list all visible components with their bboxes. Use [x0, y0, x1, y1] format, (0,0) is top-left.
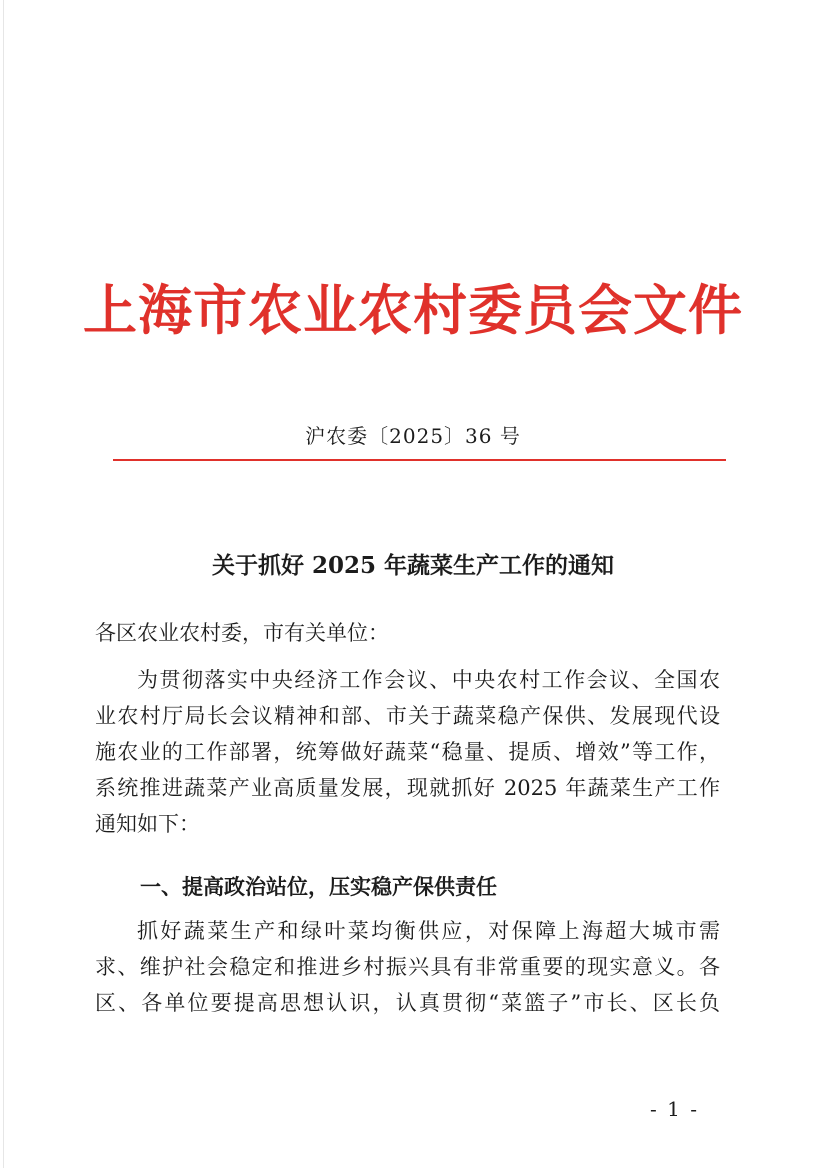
text-line: 业农村厅局长会议精神和部、市关于蔬菜稳产保供、发展现代设 — [95, 704, 720, 728]
page-number: - 1 - — [650, 1097, 699, 1121]
text-line: 求、维护社会稳定和推进乡村振兴具有非常重要的现实意义。各 — [95, 955, 720, 979]
paragraph-intro — [95, 662, 720, 842]
text-line: 区、各单位要提高思想认识，认真贯彻“菜篮子”市长、区长负 — [95, 991, 720, 1015]
salutation: 各区农业农村委，市有关单位： — [95, 621, 389, 645]
text-line: 系统推进蔬菜产业高质量发展，现就抓好 2025 年蔬菜生产工作 — [95, 776, 720, 800]
red-divider-line — [113, 459, 726, 461]
text-line: 为贯彻落实中央经济工作会议、中央农村工作会议、全国农 — [137, 668, 720, 692]
document-masthead: 上海市农业农村委员会文件 — [83, 279, 743, 342]
text-line: 抓好蔬菜生产和绿叶菜均衡供应，对保障上海超大城市需 — [137, 919, 720, 943]
section-heading-1: 一、提高政治站位，压实稳产保供责任 — [140, 875, 497, 899]
text-line: 通知如下： — [95, 812, 200, 836]
text-line: 施农业的工作部署，统筹做好蔬菜“稳量、提质、增效”等工作， — [95, 740, 720, 764]
paragraph-section-1 — [95, 913, 720, 1021]
notice-title: 关于抓好 2025 年蔬菜生产工作的通知 — [211, 552, 615, 579]
document-number: 沪农委〔2025〕36 号 — [305, 424, 521, 448]
scan-edge-line — [3, 0, 4, 1168]
